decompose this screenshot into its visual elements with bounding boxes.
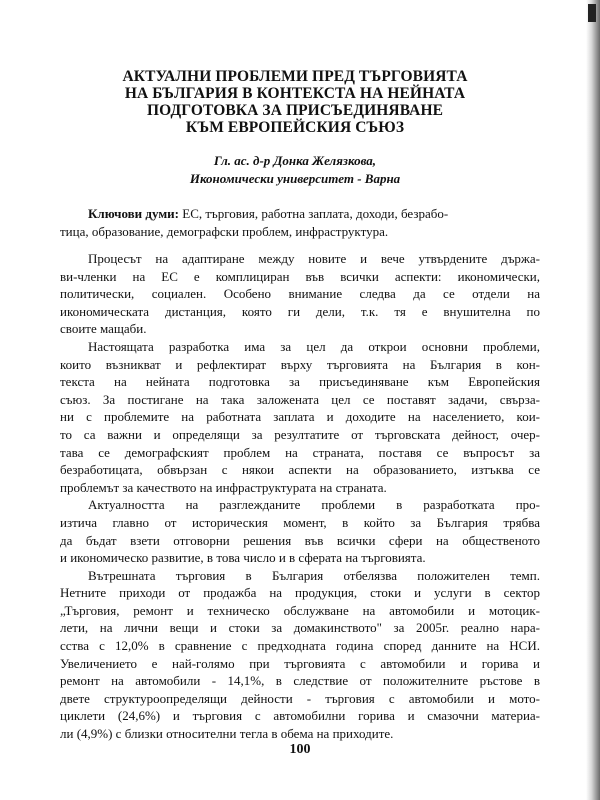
corner-mark bbox=[588, 4, 596, 22]
text-line: Вътрешната търговия в България отбелязва положителен темп. bbox=[88, 567, 540, 583]
text-line: икономическата дистанция, която ги дели, т.к. тя е внушителна по bbox=[60, 303, 540, 319]
text-line: политически, социален. Особено внимание следва да се отдели на bbox=[60, 286, 540, 302]
title-line: АКТУАЛНИ ПРОБЛЕМИ ПРЕД ТЪРГОВИЯТА bbox=[122, 68, 468, 85]
text-line: ви-членки на ЕС е комплициран във всички аспекти: икономически, bbox=[60, 268, 540, 284]
page-number: 100 bbox=[289, 742, 311, 757]
author-block bbox=[60, 152, 530, 188]
text-line: Процесът на адаптиране между новите и вече утвърдените държа- bbox=[88, 251, 540, 266]
text-line: Нетните приходи от продажба на продукция, стоки и услуги в сектор bbox=[60, 585, 540, 601]
paragraph bbox=[60, 250, 540, 338]
text-line: ремонт на автомобили - 14,1%, в следствие от положителните ръстове в bbox=[60, 673, 540, 689]
text-line: лети, на лични вещи и стоки за домакинството" за 2005г. реално нара- bbox=[60, 620, 540, 636]
article-title bbox=[60, 68, 530, 136]
text-line: Увеличението е най-голямо при търговията с автомобили и горива и bbox=[60, 655, 540, 671]
text-line: да бъдат взети отговорни решения във всички сфери на общественото bbox=[60, 532, 540, 548]
text-line: ли (4,9%) с близки относителни тегла в обема на приходите. bbox=[60, 726, 394, 742]
text-line: изтича главно от историческия момент, в който за България трябва bbox=[60, 514, 540, 530]
author-affiliation: Икономически университет - Варна bbox=[189, 171, 401, 186]
scan-edge-shadow bbox=[586, 0, 600, 800]
keywords-line bbox=[60, 205, 540, 223]
text-line: двете структуроопределящи дейности - търговия с автомобили и мото- bbox=[60, 690, 540, 706]
author-name: Гл. ас. д-р Донка Желязкова, bbox=[213, 153, 377, 168]
title-line: КЪМ ЕВРОПЕЙСКИЯ СЪЮЗ bbox=[185, 119, 405, 136]
title-line: ПОДГОТОВКА ЗА ПРИСЪЕДИНЯВАНЕ bbox=[146, 102, 444, 119]
text-line: циклети (24,6%) и търговия с автомобилни горива и смазочни материа- bbox=[60, 708, 540, 724]
text-line: Актуалността на разглежданите проблеми в разработката про- bbox=[88, 497, 540, 513]
text-line: които възникват и рефлектират върху търговията на България в кон- bbox=[60, 356, 540, 372]
text-line: ни с проблемите на работната заплата и доходите на населението, кои- bbox=[60, 409, 540, 425]
keywords-block bbox=[60, 205, 540, 240]
keywords-label: Ключови думи: bbox=[88, 206, 180, 221]
title-line: НА БЪЛГАРИЯ В КОНТЕКСТА НА НЕЙНАТА bbox=[124, 85, 466, 102]
text-line: сства с 12,0% в сравнение с предходната година според данните на НСИ. bbox=[60, 638, 540, 654]
keywords-line: тица, образование, демографски проблем, инфраструктура. bbox=[60, 223, 389, 239]
text-line: и икономическо развитие, в това число и в сферата на търговията. bbox=[60, 550, 426, 566]
text-line: своите мащаби. bbox=[60, 321, 147, 337]
text-line: текста на нейната подготовка за присъединяване към Европейския bbox=[60, 374, 540, 390]
text-line: съюз. За постигане на така заложената цел се поставят задачи, свърза- bbox=[60, 391, 540, 407]
paragraph bbox=[60, 496, 540, 566]
paragraph bbox=[60, 567, 540, 743]
text-line: тава се демографският проблем на страната, поставя се въпросът за bbox=[60, 444, 540, 460]
text-line: Настоящата разработка има за цел да открои основни проблеми, bbox=[88, 338, 540, 354]
article-body bbox=[60, 250, 540, 743]
paragraph bbox=[60, 338, 540, 496]
text-line: то са важни и определящи за резултатите от търговската дейност, очер- bbox=[60, 426, 540, 442]
text-line: безработицата, обвързан с някои аспекти на образованието, изтъква се bbox=[60, 462, 540, 478]
text-line: проблемът за качеството на инфраструктурата на страната. bbox=[60, 479, 387, 495]
keywords-text: ЕС, търговия, работна заплата, доходи, безрабо- bbox=[179, 206, 449, 221]
text-line: „Търговия, ремонт и техническо обслужване на автомобили и мотоцик- bbox=[60, 602, 540, 618]
